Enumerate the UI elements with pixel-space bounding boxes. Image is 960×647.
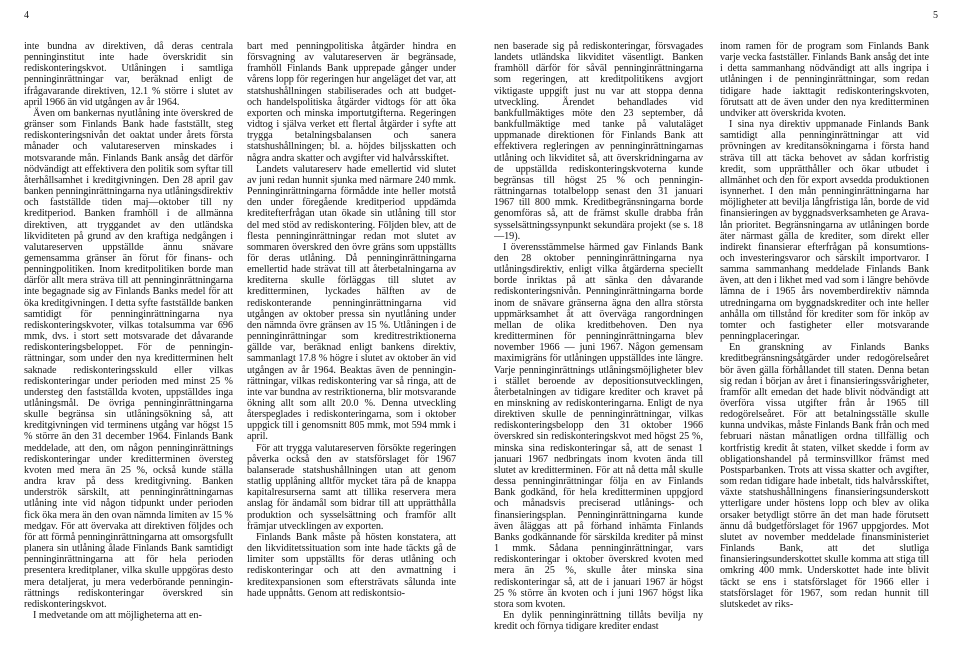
paragraph: inte bundna av direktiven, då deras centrala penninginstitut inte hade överskridit sin rediskonteringskvot. Utlåningen i samtliga penninginrättningar var, beräknad enligt de ifrågavarande direktiven, 12.1 % större i slutet av april 1966 än vid utgången av år 1964. xyxy=(24,41,233,108)
paragraph: I sina nya direktiv uppmanade Finlands Bank samtidigt alla penninginrättningar att vid prövningen av kreditansökningarna i första hand sträva till att täcka behovet av sådan korfristig kredit, som upprätthåller och ökar utbudet i allmänhet och den för export avsedda produktionen isynnerhet. I den mån penninginrättningarna har möjligheter att bevilja långfristiga lån, borde de vid finansieringen av byggnadsverksamheten ge Arava-lån prioritet. Begränsningarna av utlåningen borde äter närmast gälla de krediter, som direkt eller indirekt finansierar efterfrågan på konsumtions- och investeringsvaror och särskilt importvaror. I samma sammanhang meddelade Finlands Bank även, att den i likhet med vad som i längre behövde lämna de i 1965 års novemberdirektiv nämnda utredningarna om byggnadskrediter och inte heller anhålla om tillstånd för krediter som för inköp av tomter och fastigheter eller motsvarande penningplaceringar. xyxy=(720,119,929,343)
paragraph: I medvetande om att möjligheterna att en- xyxy=(33,609,202,621)
text-column-2 xyxy=(247,41,456,636)
paragraph: inom ramen för de program som Finlands Bank varje vecka fastställer. Finlands Bank ansåg det inte i detta sammanhang nödvändigt att alls ingripa i utlåningen i de penninginrättningar, som redan tidigare hade iakttagit rediskonteringskvoten, förutsatt att de även under den nya kreditterminen undviker att överskrida kvoten. xyxy=(720,41,929,119)
paragraph: En granskning av Finlands Banks kreditbegränsningsåtgärder under redogörelseåret bör även gälla förhållandet till staten. Denna betan sig redan i början av året i finansieringssvårigheter, framför allt emedan det hade blivit nödvändigt att överföra vissa utgifter från år 1965 till redogörelseåret. För att betalningsställe skulle kunna undvikas, måste Finlands Bank från och med februari nästan månatligen ordna tillfällig och kortfristig kredit åt staten, vilket skedde i form av obligationshandel på terminsvillkor främst med Postsparbanken. Trots att vissa skatter och avgifter, som redan tidigare hade inbetalt, tids halvårsskiftet, växte statshushållningens finansieringsunderskott ytterligare under höstens lopp och blev av olika orsaker betydligt större än det man hade förutsett ännu då budgetförslaget för 1967 uppgjordes. Mot slutet av november meddelade finansministeriet Finlands Bank, att det slutliga finansieringsunderskottet skulle komma att stiga till omkring 400 mmk. Underskottet hade inte blivit täckt se ens i statsförslaget för 1966 eller i statsförslaget för 1967, som redan hunnit till slutskedet av riks- xyxy=(720,342,929,610)
paragraph: Finlands Bank måste på hösten konstatera, att den likviditetssituation som inte hade täckts gå de limiter som uppställts för deras utlåning och rediskonteringar och att den avmattning i kreditexpansionen som eftersträvats sålunda inte hade uppnåtts. Genom att rediskontsio- xyxy=(247,531,456,599)
paragraph: En dylik penninginrättning tillåts bevilja ny kredit och förnya tidigare krediter endast xyxy=(494,609,703,633)
paragraph: Även om bankernas nyutlåning inte överskred de gränser som Finlands Bank hade fastställt, steg rediskonteringsnivån det oaktat under årets första månader och valutareserven minskades i motsvarande mån. Finlands Bank ansåg det därför nödvändigt att effektivera den politik som syftar till återhållsamhet i kreditgivningen. Den 28 april gav banken penninginrättningarna nya utlåningsdirektiv och fastställde tiden maj—oktober till ny kreditperiod. Banken framhöll i de allmänna direktiven, att tryggandet av den utländska likviditeten på grund av den kraftiga nedgången i valutareserven uppställde ännu snävare gemensamma gränser än förut för finans- och penningpolitiken. Inom kreditpolitiken borde man därför allt mera sträva till att penninginrättningarna inte begagnade sig av Finlands Banks medel för att öka kreditgivningen. I detta syfte fastställde banken samtidigt för penninginrättningarna nya rediskonteringskvoter, vilkas totalsumma var 696 mmk, dvs. i stort sett motsvarade det dåvarande rediskonteringsbeloppet. För de penninginrättningar, som under den nya kreditterminen helt saknade rediskonteringsskuld eller vilkas rediskonteringar under perioden med minst 25 % understeg den fastställda kvoten, uppställdes inga utlåningsmål. De övriga penninginrättningarna skulle begränsa sin utlåningsökning så, att kreditgivningen vid terminens utgång var högst 15 % större än den 31 december 1964. Finlands Bank meddelade, att den, om någon penninginrättnings rediskonteringar under kreditterminen översteg kvoten med mera än 25 %, också kunde ställa andra krav på dess kreditgivning. Banken underströk särskilt, att penninginrättningarnas utlåning inte vid någon tidpunkt under perioden fick öka mera än den ovan nämnda limiten av 15 % medgav. För att övervaka att direktiven följdes och för att förmå penninginrättningarna att omsorgsfullt planera sin utlåning ålade Finlands Bank samtidigt penninginrättningarna att för hela perioden presentera kreditplaner, vilka skulle uppgöras desto mera detaljerat, ju mera vederbörande penninginrättnings rediskonteringar överskred sin rediskonteringskvot. xyxy=(24,107,233,610)
paragraph: nen baserade sig på rediskonteringar, försvagades landets utländska likviditet väsentligt. Banken framhöll därför för såväl penninginrättningarna som regeringen, att kreditpolitikens avgjort viktigaste uppgift just nu var att stoppa denna utveckling. Ärendet behandlades vid bankfullmäktiges möte den 23 september, då bankfullmäktige med tanke på valutaläget uppmanade direktionen för Finlands Bank att effektivera regleringen av penninginrättningarnas utlåning och likviditet så, att överskridningarna av de uppställda rediskonteringskvoterna kunde begränsas till högst 25 % och penninginrättningarnas totalbelopp senast den 31 januari 1967 till 800 mmk. Kreditbegränsningarna borde genomföras så, att de främst skulle drabba från sysselsättningssynpunkt sekundära projekt (se s. 18—19). xyxy=(494,41,703,242)
page-number-left: 4 xyxy=(24,10,29,21)
text-column-4 xyxy=(720,41,929,636)
paragraph: I överensstämmelse härmed gav Finlands Bank den 28 oktober penninginrättningarna nya utlåningsdirektiv, enligt vilka åtgärderna speciellt borde inriktas på att sänka den dåvarande rediskonteringsnivån. Penninginrättningarna borde inom de snävare gränserna ägna den allra största uppmärksamhet åt att överväga rangordningen mellan de olika kreditbehoven. Den nya kreditterminen för penninginrättningarna blev november 1966 — juni 1967. Någon gemensam maximigräns för utlåningen uppställdes inte längre. Varje penninginrättnings utlåningsmöjligheter blev i stället beroende av depositionsutvecklingen, återbetalningen av tidigare krediter och kravet på en minskning av rediskonteringarna. Enligt de nya direktiven skulle de penninginrättningar, vilkas rediskonteringsbelopp den 31 oktober 1966 överskred sin rediskonteringskvot med högst 25 %, minska sina rediskonteringar så, att de senast 1 januari 1967 nedbringats inom kvoten ända till slutet av kreditterminen. För att nå detta mål skulle dessa penninginrättningar följa en av Finlands Bank godkänd, för hela kreditterminen uppgjord och månadsvis preciserad utlånings- och finansieringsplan. Penninginrättningarna kunde även åläggas att på förhand inhämta Finlands Banks godkännande för särskilda krediter på minst 1 mmk. Sådana penninginrättningar, vars rediskonteringar i oktober överskred kvoten med mera än 25 %, skulle åter minska sina rediskonteringar så, att de i januari 1967 är högst 25 % större än kvoten och i juni 1967 högst lika stora som kvoten. xyxy=(494,241,703,610)
page-number-right: 5 xyxy=(933,10,938,21)
text-column-3 xyxy=(494,41,703,636)
paragraph: För att trygga valutareserven försökte regeringen påverka också den av statsförslaget för 1967 balanserade statshushållningen utan att genom statlig upplåning alltför mycket tära på de knappa kapitalresurserna samt att tillika reservera mera anslag för ändamål som bidrar till att upprätthålla produktion och sysselsättning och framför allt främjar utvecklingen av exporten. xyxy=(247,442,456,532)
text-column-1 xyxy=(24,41,233,636)
paragraph: bart med penningpolitiska åtgärder hindra en försvagning av valutareserven är begränsade, framhöll Finlands Bank upprepade gånger under vårens lopp för regeringen hur angeläget det var, att statshushållningen stabiliserades och att budget- och handelspolitiska åtgärder vidtogs för att öka exporten och minska importutgifterna. Regeringen vidtog i själva verket ett flertal åtgärder i syfte att trygga betalningsbalansen och sanera statshushållningen; bl. a. höjdes biljsskatten och några andra skatter och avgifter vid halvårsskiftet. xyxy=(247,41,456,164)
paragraph: Landets valutareserv hade emellertid vid slutet av juni redan hunnit sjunka med närmare 240 mmk. Penninginrättningarna förmådde inte heller motstå den under föregående kreditperiod uppdämda kreditefterfrågan utan ökade sin utlåning till stor del med stöd av rediskontering. Följden blev, att de flesta penninginrättningar redan mot slutet av sommaren överskred den övre gräns som uppställts för deras utlåning. Då penninginrättningarna emellertid hade strävat till att återbetalningarna av krediterna skulle förläggas till slutet av kreditterminen, lyckades hälften av de rediskonterande penninginrättningarna vid utgången av oktober pressa sin nyutlåning under den nämnda övre gränsen av 15 %. Utlåningen i de penninginrättningar som kreditrestriktionerna gällde var, beräknad enligt bankens direktiv, sammanlagt 17.8 % högre i slutet av oktober än vid utgången av år 1964. Beaktas även de penninginrättningar, vilkas rediskontering var så ringa, att de inte var bundna av restriktionerna, blir motsvarande ökning allt som allt 20.0 %. Denna utveckling återspeglades i rediskonteringarna, som i oktober uppgick till i genomsnitt 805 mmk, mot 594 mmk i april. xyxy=(247,163,456,443)
